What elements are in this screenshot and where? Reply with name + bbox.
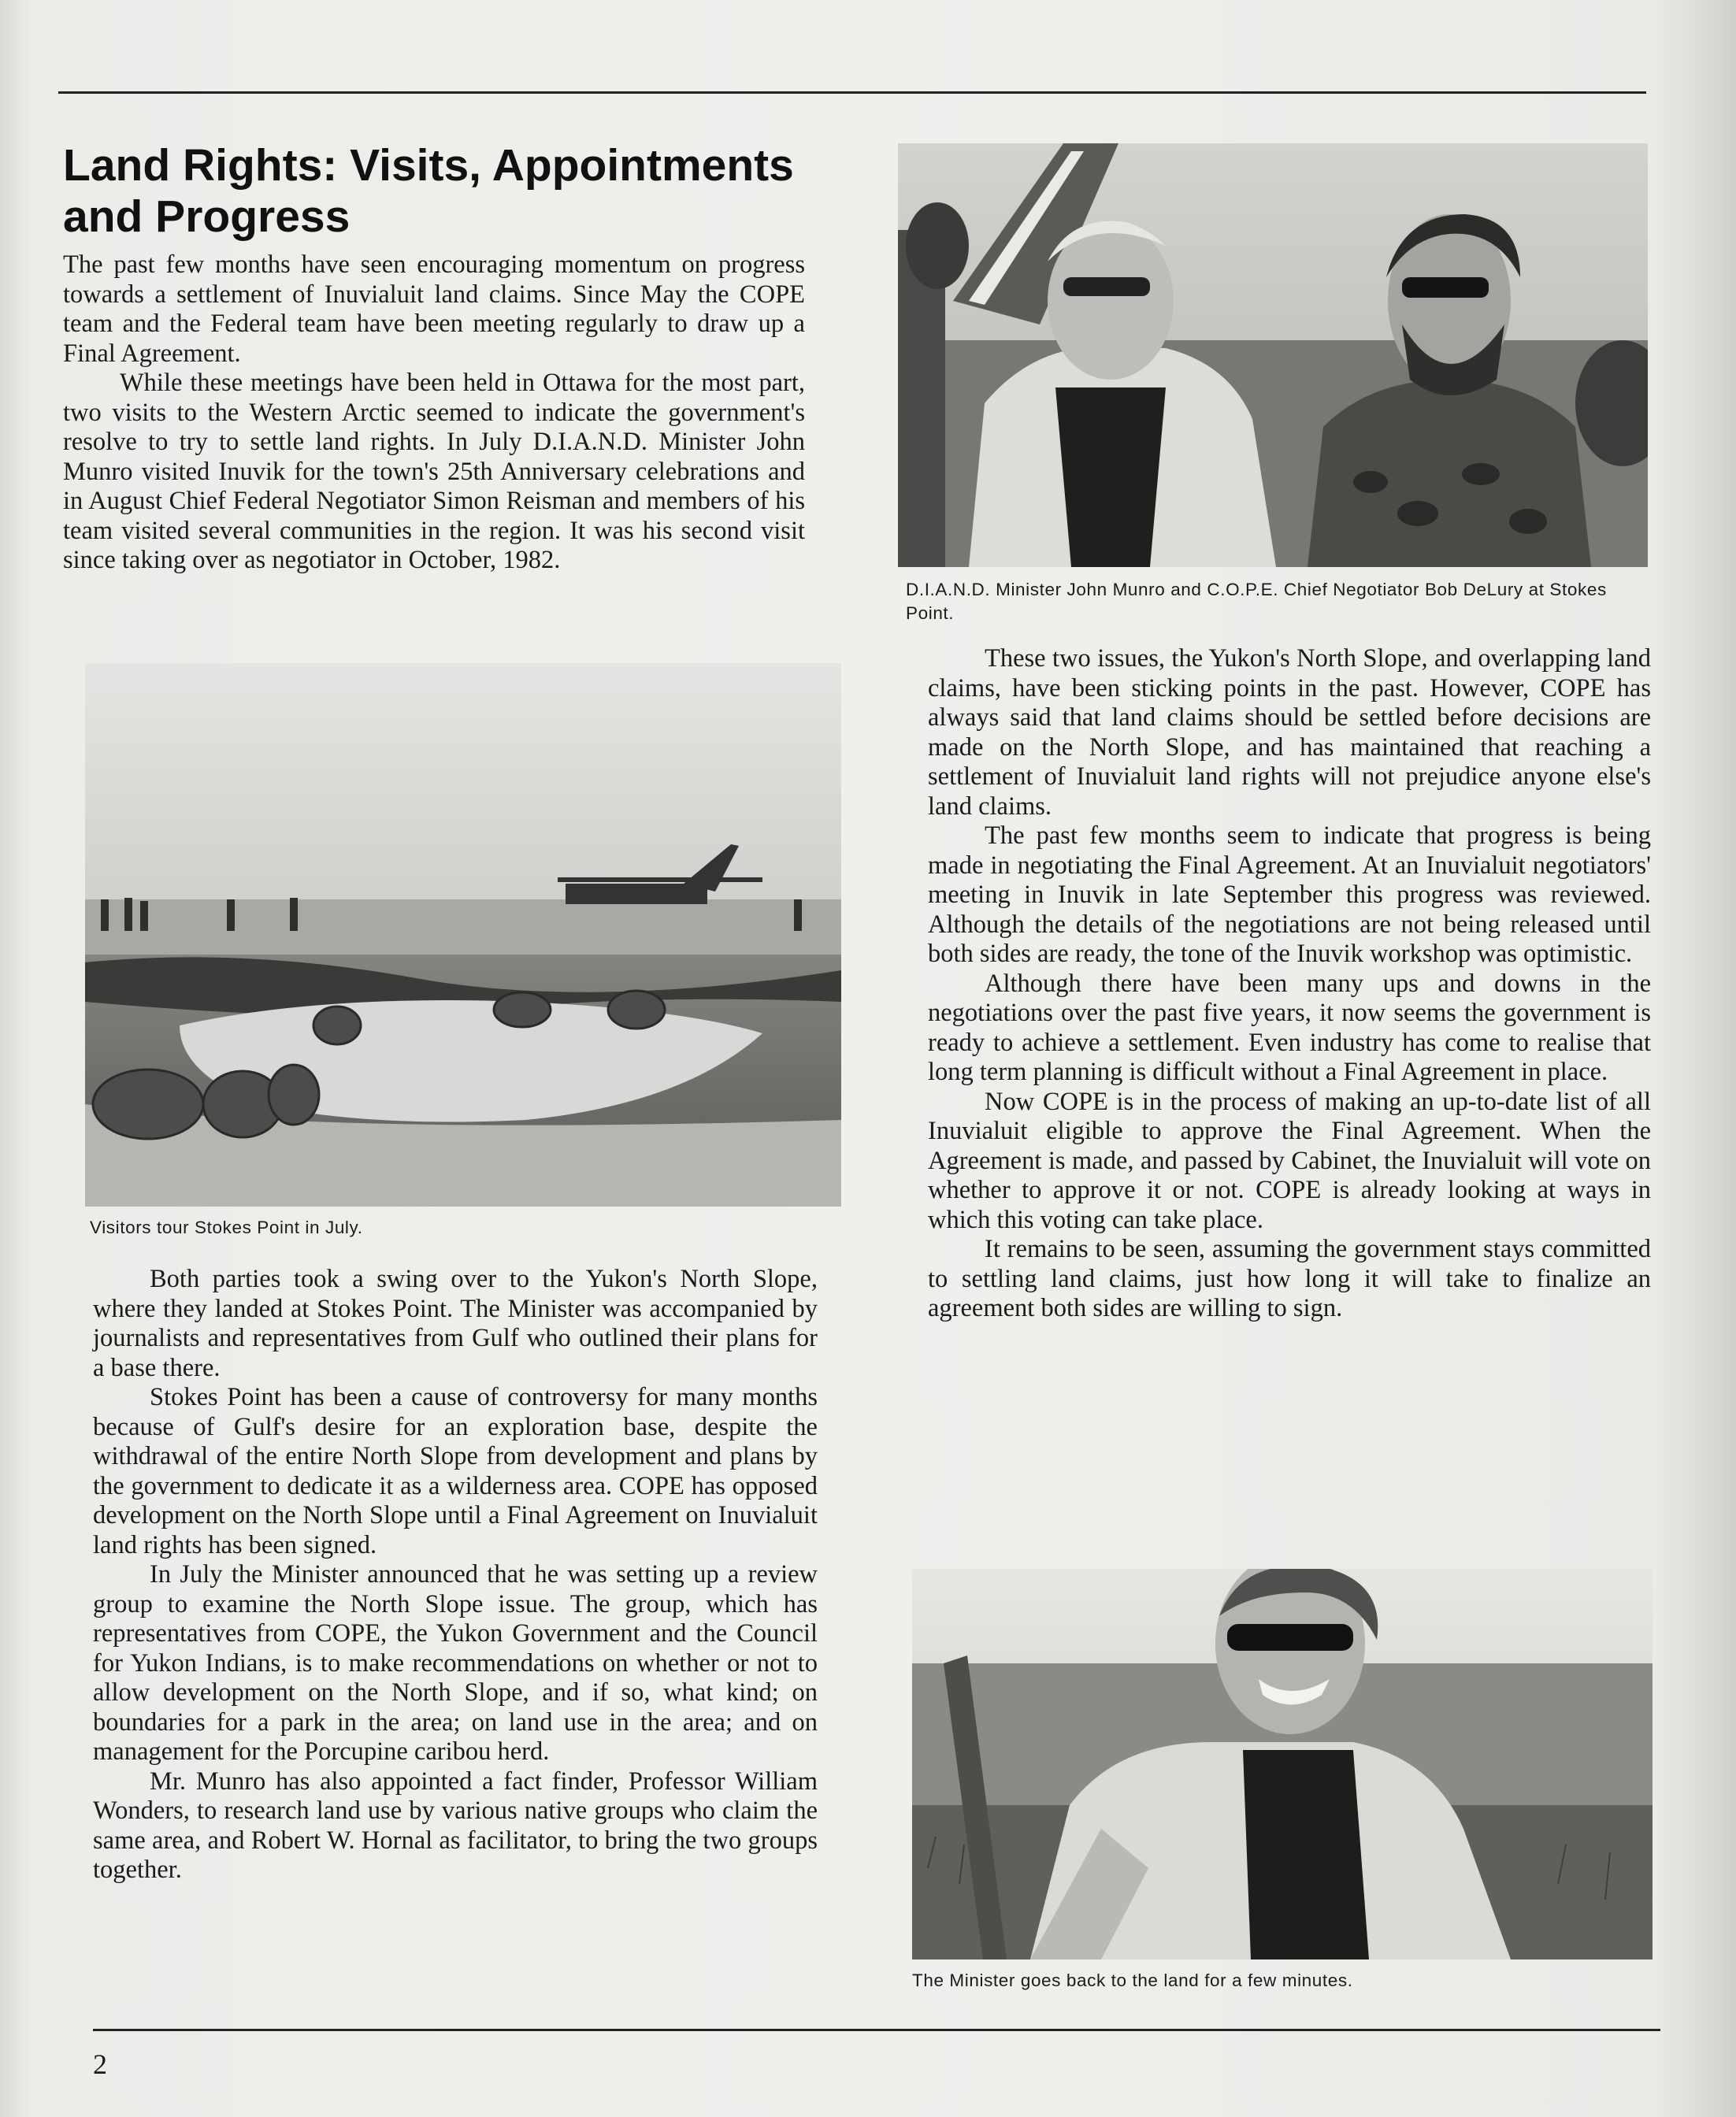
- minister-on-land-photo: [912, 1569, 1653, 1959]
- minister-caption: The Minister goes back to the land for a few minutes.: [912, 1971, 1353, 1990]
- right-paragraph-1: These two issues, the Yukon's North Slope, and overlapping land claims, have been sticking points in the past. However, COPE has always said that land claims should be settled before decisions are made on the North Slope, and has maintained that reaching a settlement of Inuvialuit land rights will not prejudice anyone else's land claims.: [928, 644, 1651, 821]
- intro-text: [63, 250, 805, 576]
- munro-delury-photo: [898, 143, 1648, 567]
- right-paragraph-3: Although there have been many ups and downs in the negotiations over the past five years, it now seems the government is ready to achieve a settlement. Even industry has come to realise that long term planning is difficult without a Final Agreement in place.: [928, 969, 1651, 1086]
- article-headline: Land Rights: Visits, Appointments and Progress: [63, 140, 794, 242]
- left-paragraph-1: Both parties took a swing over to the Yukon's North Slope, where they landed at Stokes Point. The Minister was accompanied by journalists and representatives from Gulf who outlined their plans for a base there.: [93, 1265, 818, 1382]
- left-paragraph-4: Mr. Munro has also appointed a fact finder, Professor William Wonders, to research land use by various native groups who claim the same area, and Robert W. Hornal as facilitator, to bring the two groups together.: [93, 1767, 818, 1884]
- stokes-point-caption: Visitors tour Stokes Point in July.: [90, 1218, 363, 1237]
- page-number: 2: [93, 2048, 107, 2080]
- right-paragraph-4: Now COPE is in the process of making an up-to-date list of all Inuvialuit eligible to approve the Final Agreement. When the Agreement is made, and passed by Cabinet, the Inuvialuit will vote on whether to approve it or not. COPE is already looking at ways in which this voting can take place.: [928, 1087, 1651, 1234]
- stokes-point-photo: [85, 663, 841, 1207]
- left-paragraph-3: In July the Minister announced that he was setting up a review group to examine the North Slope issue. The group, which has representatives from COPE, the Yukon Government and the Council for Yukon Indians, is to make recommendations on whether or not to allow development on the North Slope, and if so, what kind; on boundaries for a park in the area; on land use in the area; and on management for the Porcupine caribou herd.: [93, 1560, 818, 1766]
- intro-paragraph-2: While these meetings have been held in Ottawa for the most part, two visits to the Western Arctic seemed to indicate the government's resolve to try to settle land rights. In July D.I.A.N.D. Minister John Munro visited Inuvik for the town's 25th Anniversary celebrations and in August Chief Federal Negotiator Simon Reisman and members of his team visited several communities in the region. It was his second visit since taking over as negotiator in October, 1982.: [63, 369, 805, 574]
- bottom-rule: [93, 2029, 1660, 2031]
- top-rule: [58, 91, 1646, 94]
- left-column-text: [93, 1265, 818, 1885]
- intro-paragraph-1: The past few months have seen encouraging momentum on progress towards a settlement of Inuvialuit land claims. Since May the COPE team and the Federal team have been meeting regularly to draw up a Final Agreement.: [63, 250, 805, 368]
- right-paragraph-2: The past few months seem to indicate that progress is being made in negotiating the Final Agreement. At an Inuvialuit negotiators' meeting in Inuvik in late September this progress was reviewed. Although the details of the negotiations are not being released until both sides are ready, the tone of the Inuvik workshop was optimistic.: [928, 821, 1651, 968]
- right-column-text: [928, 644, 1651, 1324]
- right-paragraph-5: It remains to be seen, assuming the government stays committed to settling land claims, just how long it will take to finalize an agreement both sides are willing to sign.: [928, 1235, 1651, 1322]
- left-paragraph-2: Stokes Point has been a cause of controversy for many months because of Gulf's desire for an exploration base, despite the withdrawal of the entire North Slope from development and plans by the government to dedicate it as a wilderness area. COPE has opposed development on the North Slope until a Final Agreement on Inuvialuit land rights has been signed.: [93, 1383, 818, 1559]
- munro-delury-caption: D.I.A.N.D. Minister John Munro and C.O.P.E. Chief Negotiator Bob DeLury at Stokes Point.: [906, 580, 1607, 623]
